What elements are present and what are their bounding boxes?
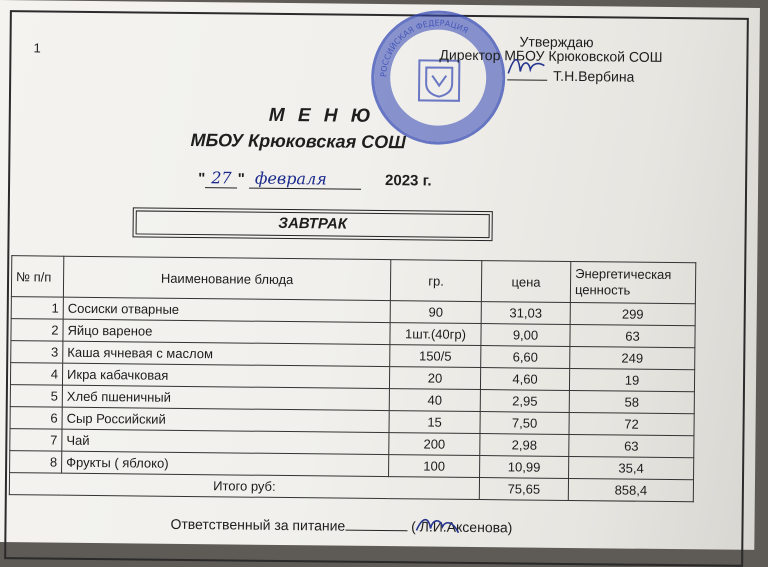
row-price: 6,60	[481, 346, 570, 369]
meal-heading: ЗАВТРАК	[136, 210, 490, 238]
total-label: Итого руб:	[9, 473, 479, 500]
row-price: 2,95	[480, 390, 569, 413]
row-no: 3	[11, 341, 63, 364]
date-day: 27	[205, 168, 238, 188]
row-name: Яйцо вареное	[63, 319, 390, 344]
row-name: Хлеб пшеничный	[62, 385, 389, 410]
menu-table	[9, 255, 696, 502]
row-no: 2	[11, 319, 63, 342]
row-no: 1	[11, 297, 63, 320]
row-energy: 299	[570, 302, 695, 325]
row-energy: 63	[569, 434, 694, 457]
row-grams: 200	[389, 433, 480, 456]
row-grams: 20	[389, 367, 480, 390]
row-no: 4	[10, 363, 62, 386]
row-price: 7,50	[480, 412, 569, 435]
row-price: 2,98	[480, 434, 569, 457]
signer-name: Т.Н.Вербина	[553, 67, 635, 85]
responsible-label: Ответственный за питание	[170, 515, 346, 534]
page-number: 1	[33, 40, 41, 56]
page-title: М Е Н Ю	[268, 104, 375, 127]
date-month: февраля	[249, 169, 361, 190]
official-stamp	[371, 10, 506, 145]
row-grams: 150/5	[390, 345, 481, 368]
row-price: 4,60	[480, 368, 569, 391]
row-no: 8	[10, 451, 62, 474]
date-close-quote: "	[237, 170, 245, 188]
row-name: Сыр Российский	[62, 407, 389, 432]
director-signature-icon	[504, 53, 548, 79]
row-no: 6	[10, 407, 62, 430]
responsible-signature-line	[345, 530, 407, 532]
row-energy: 72	[569, 412, 694, 435]
header-grams: гр.	[390, 260, 481, 302]
header-energy: Энергетическая ценность	[570, 261, 695, 303]
date-open-quote: "	[198, 170, 206, 188]
stamp-text: РОССИЙСКАЯ ФЕДЕРАЦИЯ	[379, 18, 470, 78]
header-no: № п/п	[11, 256, 63, 298]
row-energy: 35,4	[569, 456, 694, 479]
row-energy: 63	[570, 324, 695, 347]
approve-label: Утверждаю	[519, 33, 594, 51]
row-name: Икра кабачковая	[62, 363, 389, 388]
row-name: Чай	[62, 429, 389, 454]
table-header-row	[11, 256, 695, 304]
row-energy: 58	[569, 390, 694, 413]
row-no: 5	[10, 385, 62, 408]
row-grams: 90	[390, 301, 481, 324]
row-grams: 40	[389, 389, 480, 412]
row-price: 10,99	[480, 456, 569, 479]
row-grams: 15	[389, 411, 480, 434]
row-price: 31,03	[481, 302, 570, 325]
row-name: Фрукты ( яблоко)	[62, 451, 389, 476]
row-grams: 1шт.(40гр)	[390, 323, 481, 346]
row-name: Каша ячневая с маслом	[63, 341, 390, 366]
row-no: 7	[10, 429, 62, 452]
row-energy: 19	[569, 368, 694, 391]
director-line: Директор МБОУ Крюковской СОШ	[439, 46, 663, 65]
row-grams: 100	[389, 455, 480, 478]
school-name: МБОУ Крюковская СОШ	[190, 130, 406, 153]
row-name: Сосиски отварные	[63, 297, 390, 322]
date-year: 2023 г.	[384, 172, 432, 190]
responsible-signature-icon	[412, 512, 462, 541]
menu-date	[198, 168, 432, 190]
row-price: 9,00	[481, 324, 570, 347]
total-energy: 858,4	[568, 478, 693, 501]
header-price: цена	[481, 261, 570, 303]
crest-icon	[418, 59, 460, 101]
total-price: 75,65	[479, 478, 568, 501]
row-energy: 249	[570, 346, 695, 369]
responsible-name: ( Л.И.Аксенова)	[411, 518, 513, 536]
header-name: Наименование блюда	[63, 256, 390, 300]
